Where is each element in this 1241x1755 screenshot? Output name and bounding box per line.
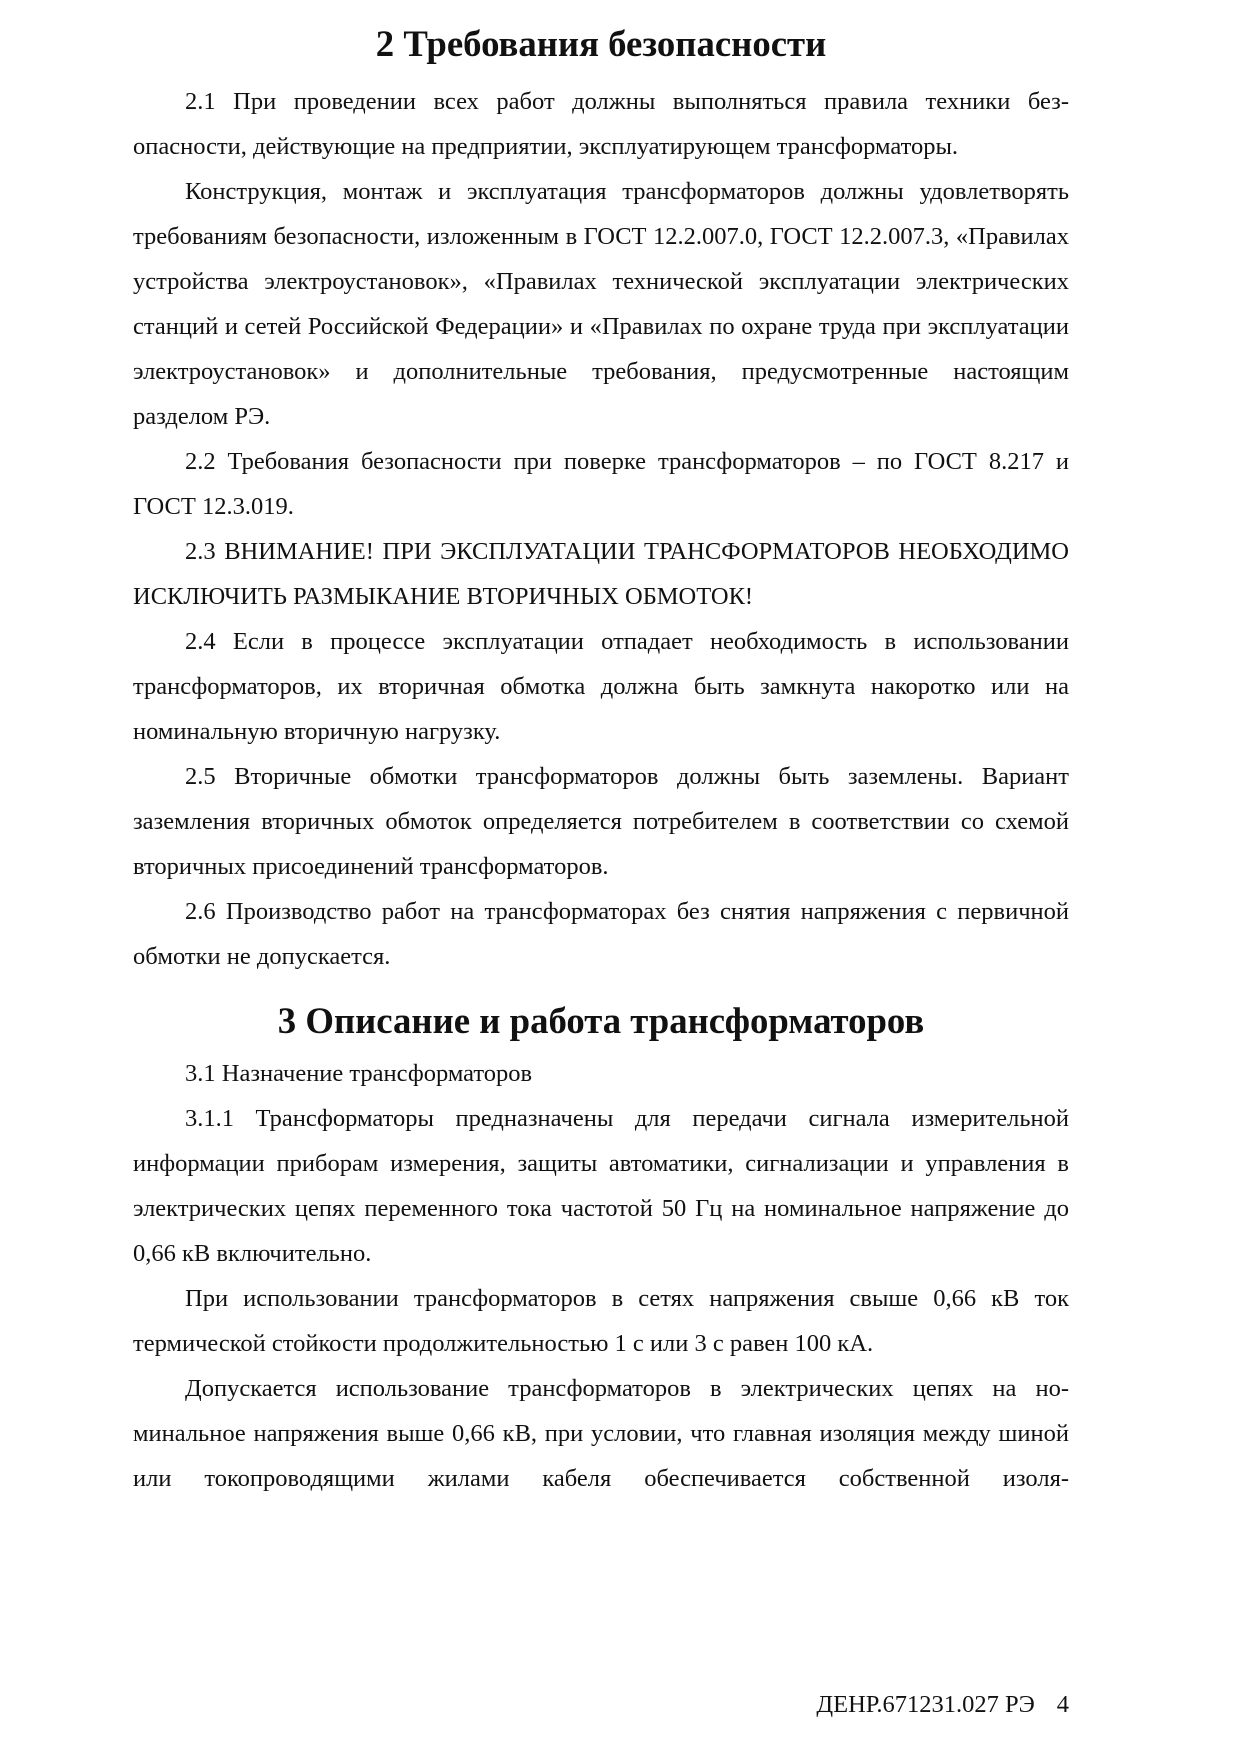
paragraph-3-1-1: 3.1.1 Трансформаторы предназначены для передачи сигнала измерительной информации приборам измерения, защиты автоматики, сигнализации и управления в электрических цепях переменного тока частотой 50 Гц на номинальное напряжение до 0,66 кВ включительно. [133, 1105, 1069, 1267]
paragraph-2-4: 2.4 Если в процессе эксплуатации отпадает необходимость в использовании трансформаторов, их вторичная обмотка должна быть замкнута накоротко или на номинальную вторичную нагрузку. [133, 628, 1069, 745]
section-2-heading: 2 Требования безопасности [375, 23, 827, 64]
paragraph-3-1-1-allowed: Допускается использование трансформаторов в электрических цепях на номинальное напряжения выше 0,66 кВ, при условии, что главная изоляция между шиной или токопроводящими жилами кабеля обеспечивается собственной изоля- [133, 1375, 1069, 1492]
paragraph-2-5: 2.5 Вторичные обмотки трансформаторов должны быть заземлены. Вариант заземления вторичных обмоток определяется потребителем в соответствии со схемой вторичных присоединений трансформаторов. [133, 763, 1069, 880]
paragraph-3-1-1-high-voltage: При использовании трансформаторов в сетях напряжения свыше 0,66 кВ ток термической стойкости продолжительностью 1 с или 3 с равен 100 кА. [133, 1285, 1069, 1357]
paragraph-3-1: 3.1 Назначение трансформаторов [185, 1060, 533, 1087]
paragraph-2-6: 2.6 Производство работ на трансформаторах без снятия напряжения с первичной обмотки не допускается. [133, 898, 1069, 970]
page-footer [790, 1690, 1069, 1720]
document-page [133, 24, 1069, 1501]
paragraph-2-1-construction: Конструкция, монтаж и эксплуатация трансформаторов должны удовлетворять требованиям безопасности, изложенным в ГОСТ 12.2.007.0, ГОСТ 12.2.007.3, «Правилах устройства электроустановок», «Правилах технической эксплуатации электрических станций и сетей Российской Федерации» и «Правилах по охране труда при эксплуатации электроустановок» и дополнительные требования, предусмотренные настоящим разделом РЭ. [133, 178, 1069, 430]
page-number: 4 [1056, 1691, 1069, 1718]
paragraph-2-1: 2.1 При проведении всех работ должны выполняться правила техники безопасности, действующие на предприятии, эксплуатирующем трансформаторы. [133, 88, 1069, 160]
document-code: ДЕНР.671231.027 РЭ [816, 1691, 1035, 1718]
paragraph-2-3-warning: 2.3 ВНИМАНИЕ! ПРИ ЭКСПЛУАТАЦИИ ТРАНСФОРМАТОРОВ НЕОБХОДИМО ИСКЛЮЧИТЬ РАЗМЫКАНИЕ ВТОРИЧНЫХ ОБМОТОК! [133, 538, 1069, 610]
section-3-heading: 3 Описание и работа трансформаторов [277, 1000, 925, 1041]
paragraph-2-2: 2.2 Требования безопасности при поверке трансформаторов – по ГОСТ 8.217 и ГОСТ 12.3.019. [133, 448, 1069, 520]
